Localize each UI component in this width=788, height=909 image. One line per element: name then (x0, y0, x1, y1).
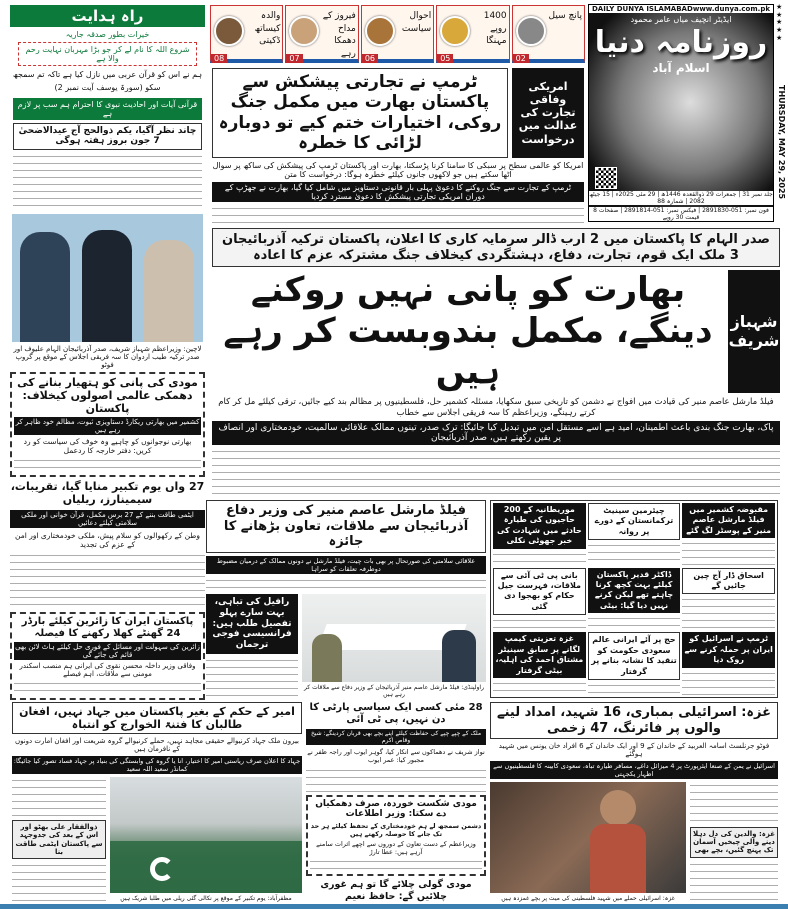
iran-border-sub: وفاقی وزیر داخلہ محسن نقوی کی ایرانی ہم منصب اسکندر مومنی سے ملاقات، اہم فیصلے (19, 662, 196, 678)
teaser-page-number: 02 (513, 54, 529, 63)
masthead-city: اسلام آباد (652, 61, 710, 75)
info-minister-headline: مودی شکست خوردہ، صرف دھمکیاں دے سکتا: وزیر اطلاعات (315, 798, 477, 820)
brief-body (588, 615, 681, 630)
rally-photo (110, 777, 302, 893)
lead-speaker: شہباز شریف (728, 270, 780, 392)
gaza-box: غزہ: والدین کی دل دہلا دینے والی چیخیں آسمان تک پہنچ گئیں، بچے بھی (690, 827, 778, 858)
pti-sub: نواز شریف نے دھماکوں سے انکار کیا، گوہر ایوب اور راجہ ظفر نے مجبور کیا: عمر ایوب (307, 748, 485, 764)
guidance-title: راہ ہدایت (10, 5, 205, 27)
field-marshal-bar: علاقائی سلامتی کی صورتحال پر بھی بات چیت، فیلڈ مارشل نے دونوں ممالک کے درمیان مضبوط دوطرفہ تعلقات کو سراہا (206, 556, 486, 574)
water-headline: مودی کی پانی کو ہتھیار بنانے کی دھمکی عالمی اصولوں کیخلاف: پاکستان (17, 375, 198, 415)
teaser-page-05[interactable] (436, 5, 509, 63)
teaser-photo (214, 16, 244, 46)
teaser-strip (210, 5, 585, 63)
water-story (10, 372, 205, 478)
brief-item (588, 568, 681, 631)
taliban-body (12, 777, 106, 817)
stars: ★★★★★ (776, 3, 783, 42)
masthead-english-title: DAILY DUNYA ISLAMABAD (592, 5, 693, 13)
trump-story (212, 68, 584, 224)
brief-headline: حج پر آئے ایرانی عالم سعودی حکومت کو تنقید کا نشانہ بنانے پر گرفتار (588, 632, 681, 680)
brief-headline: ٹرمپ نے اسرائیل کو ایران پر حملہ کرنے سے روک دیا (682, 632, 775, 667)
brief-headline: بانی پی ٹی آئی سے ملاقات، فہرست جیل حکام کو بھجوا دی گئی (493, 568, 586, 616)
pti-bar: ملک کے چپے چپے کی حفاظت کیلئے اپنے بچے بھی قربان کردینگے: شیخ وقاص اکرم (306, 729, 486, 745)
brief-body (588, 542, 681, 565)
leaders-photo (12, 214, 203, 342)
teaser-label: والدہ کیساتھ ڈکیتی (254, 11, 281, 47)
brief-headline: اسحاق ڈار آج چین جائیں گے (682, 568, 775, 595)
field-marshal-headline: فیلڈ مارشل عاصم منیر کی وزیر دفاع آذربائیجان سے ملاقات، تعاون بڑھانے کا جائزہ (206, 500, 486, 553)
water-bar: کشمیر میں بھارتی ریکارڈ دستاویزی ثبوت، مظالم خود ظاہر کر رہے ہیں (15, 418, 200, 435)
water-sub: بھارتی نوجوانوں کو چاہیے وہ خوف کی سیاست کو رد کریں: دفتر خارجہ کا ردعمل (23, 437, 192, 456)
masthead-logo: روزنامہ دنیا (594, 25, 768, 60)
brief-body (588, 682, 681, 695)
brief-item (493, 503, 586, 566)
briefs-grid (490, 500, 778, 698)
banner-headline: صدر الہام کا پاکستان میں 2 ارب ڈالر سرمایہ کاری کا اعلان، پاکستان ترکیہ آذربائیجان 3 ملک ایک قوم، تجارت، دفاع، دہشتگردی کیخلاف جنگ مشترکہ عزم کا اعادہ (212, 228, 780, 267)
lead-body (212, 448, 780, 496)
brief-body (493, 551, 586, 566)
brief-body (682, 670, 775, 696)
brief-headline: غزہ تعزیتی کیمپ لگانے پر سابق سینیٹر مشتاق احمد کی اہلیہ، بیٹی گرفتار (493, 632, 586, 678)
rafale-body (206, 657, 298, 698)
masthead-issue-line: جلد نمبر 31 | جمعرات 29 ذوالقعدہ 1446ھ | 29 مئی 2025ء | 15 جیٹھ 2082 | شمارہ 88 (589, 191, 773, 205)
date-english: THURSDAY, MAY 29, 2025 (777, 85, 786, 200)
pti-body (306, 767, 486, 792)
brief-item (493, 632, 586, 695)
iran-border-story (10, 612, 205, 700)
taliban-sub: بیرون ملک جہاد کرنیوالے حقیقی مجاہد نہیں، حملے کرنیوالے گروہ شریعت اور افغان امارت دونوں کے نافرمان ہیں (14, 737, 300, 754)
masthead-editor: ایڈیٹر انچیف میاں عامر محمود (630, 15, 732, 24)
teaser-page-08[interactable] (210, 5, 283, 63)
masthead (588, 4, 774, 222)
pti-headline: 28 مئی کسی ایک سیاسی پارٹی کا دن نہیں، پی ٹی آئی (309, 702, 483, 725)
trump-headline: ٹرمپ نے تجارتی پیشکش سے پاکستان بھارت میں مکمل جنگ روکی، اختیارات ختم کیے تو دوبارہ لڑائی کا خطرہ (212, 68, 508, 158)
teaser-page-number: 05 (437, 54, 453, 63)
trump-sub: امریکا کو عالمی سطح پر سبکی کا سامنا کرنا پڑسکتا، بھارت اور پاکستان ٹرمپ کی پیشکش کی ساکھ پر سوال اٹھا سکتے ہیں جو لاکھوں جانوں کیلئے خطرہ ہوگا: درخواست کا متن (212, 160, 584, 179)
trump-tag: امریکی وفاقی تجارت کی عدالت میں درخواست (512, 68, 584, 158)
teaser-photo (440, 16, 470, 46)
teaser-page-number: 08 (211, 54, 227, 63)
pti-story (306, 702, 486, 902)
teaser-photo (516, 16, 546, 46)
gaza-bar: اسرائیل نے یمن کے صنعا ایئرپورٹ پر 4 میزائل داغے، مسافر طیارہ تباہ، سعودی کابینہ کا فلسطینیوں سے اظہار یکجہتی (490, 761, 778, 779)
left-column (10, 5, 205, 700)
brief-body (493, 680, 586, 695)
info-minister-body (310, 858, 482, 872)
bhutto-box: ذوالفقار علی بھٹو اور اس کے بعد کی جدوجہد سے پاکستان ایٹمی طاقت بنا (12, 820, 106, 860)
lead-bar: پاک، بھارت جنگ بندی باعث اطمینان، امید ہے اسے مستقل امن میں تبدیل کیا جائیگا: ترک صدر، تینوں ممالک علاقائی سالمیت، خودمختاری اور انصاف پر یقین رکھتے ہیں، صدر آذربائیجان (212, 421, 780, 445)
teaser-page-07[interactable] (285, 5, 358, 63)
iran-border-bar: زائرین کی سہولت اور مسائل کے فوری حل کیلئے ہاٹ لائن بھی قائم کی جائے گی (15, 643, 200, 659)
guidance-verse-box: شروع اللہ کا نام لے کر جو بڑا مہربان نہایت رحم والا ہے (18, 42, 197, 66)
gaza-sub: فوٹو جرنلسٹ اسامہ العربید کے خاندان کے 9 اور ایک خاندان کے 6 افراد خان یونس میں شہید ہوگئے (498, 742, 770, 759)
iran-border-headline: پاکستان ایران کا زائرین کیلئے بارڈر 24 گھنٹے کھلا رکھنے کا فیصلہ (21, 616, 194, 639)
teaser-page-06[interactable] (361, 5, 434, 63)
teaser-photo (365, 16, 395, 46)
teaser-page-number: 07 (286, 54, 302, 63)
page-bottom-edge (0, 904, 788, 909)
bhutto-body (12, 862, 106, 902)
guidance-subtitle: خیرات بطور صدقہ جاریہ (65, 30, 150, 39)
brief-headline: ڈاکٹر قدیر پاکستان کیلئے بہت کچھ کرنا چاہتے تھے لیکن کرنے نہیں دیا گیا: بیٹی (588, 568, 681, 614)
takbeer-body (10, 552, 205, 609)
masthead-phone-line: فون نمبر: 051-2891830 | فیکس نمبر: 051-2891814 | صفحات 8 قیمت 30 روپے (589, 207, 773, 221)
gaza-box-body (690, 861, 778, 902)
brief-item (588, 632, 681, 695)
hafiz-headline: مودی گولی چلائے گا تو ہم غوری چلائیں گے: حافظ نعیم (320, 879, 472, 902)
moon-headline: چاند نظر آگیا، یکم ذوالحج آج عیدالاضحیٰ 7 جون بروز ہفتہ ہوگی (13, 123, 202, 151)
field-marshal-story (206, 500, 486, 698)
guidance-notice: قرآنی آیات اور احادیث نبوی کا احترام ہم سب پر لازم ہے (13, 98, 202, 120)
taliban-story (12, 702, 302, 902)
lead-story (212, 228, 780, 496)
leaders-photo-caption: لاچین: وزیراعظم شہباز شریف، صدر آذربائیجان الہام علیوف اور صدر ترکیہ طیب اردوان کا سہ فریقی اجلاس کے موقع پر گروپ فوٹو (13, 344, 202, 369)
teaser-page-number: 06 (362, 54, 378, 63)
masthead-website: www.dunya.com.pk (692, 5, 770, 13)
rafale-headline: رافیل کی تباہی، بہت سارے پہلو تفصیل طلب ہیں: فرانسیسی فوجی ترجمان (206, 594, 298, 654)
teaser-page-02[interactable] (512, 5, 585, 63)
gaza-body (690, 782, 778, 823)
takbeer-bar: ایٹمی طاقت بننے کے 27 برس مکمل، قرآن خوانی اور ملکی سلامتی کیلئے دعائیں (10, 510, 205, 528)
info-minister-story (306, 795, 486, 877)
lead-sub: فیلڈ مارشل عاصم منیر کی قیادت میں افواج نے دشمن کو تاریخی سبق سکھایا، مسئلہ کشمیر حل، فلسطینیوں پر مظالم بند کیے جائیں، ترقی کیلئے مل کر کام کرتے رہینگے، وزیراعظم کا سہ فریقی اجلاس سے خطاب (218, 396, 774, 418)
gaza-photo (490, 782, 686, 893)
gaza-story (490, 702, 778, 902)
taliban-bar: جہاد کا اعلان صرف ریاستی امیر کا اختیار، انا یا گروہ کی وابستگی کی بنیاد پر جہاد فساد تصور کیا جائیگا: کمانڈر سعید اللہ سعید (13, 757, 301, 774)
trump-bar: ٹرمپ کے تجارت سے جنگ روکنے کا دعویٰ پہلی بار قانونی دستاویز میں شامل کیا گیا، بھارت نے جھڑپ کے دوران امریکی تجارتی پیشکش کا دعویٰ مسترد کردیا (212, 182, 584, 202)
brief-body (682, 540, 775, 565)
guidance-verse: ہم نے اس کو قرآن عربی میں نازل کیا ہے تاکہ تم سمجھ سکو (سورۃ یوسف آیت نمبر 2) (12, 70, 203, 92)
teaser-label: پانچ سیل (548, 11, 583, 21)
lead-headline: بھارت کو پانی نہیں روکنے دینگے، مکمل بندوبست کر رہے ہیں (223, 270, 713, 392)
water-body (14, 457, 201, 473)
teaser-photo (289, 16, 319, 46)
brief-item (588, 503, 681, 566)
takbeer-headline: 27 واں یوم تکبیر منایا گیا، تقریبات، سیمینارز، ریلیاں (10, 480, 205, 507)
info-minister-sub: دشمن سمجھ لے ہم خودمختاری کے تحفظ کیلئے ہر حد تک جانے کا حوصلہ رکھتے ہیں (310, 822, 482, 839)
field-marshal-photo-caption: راولپنڈی: فیلڈ مارشل عاصم منیر آذربائیجان کے وزیر دفاع سے ملاقات کر رہے ہیں (304, 684, 484, 698)
brief-item (682, 503, 775, 566)
info-minister-sub2: وزیراعظم کے دست تعاون کے دوروں سے اچھے اثرات سامنے آرہے ہیں: عطا تارڑ (316, 840, 476, 857)
gaza-headline: غزہ: اسرائیلی بمباری، 16 شہید، امداد لینے والوں پر فائرنگ، 47 زخمی (490, 702, 778, 739)
brief-headline: مقبوضہ کشمیر میں فیلڈ مارشل عاصم منیر کے پوسٹر لگ گئے (682, 503, 775, 538)
brief-body (493, 617, 586, 630)
field-marshal-body (206, 577, 486, 591)
brief-item (682, 568, 775, 631)
taliban-headline: امیر کے حکم کے بغیر پاکستان میں جہاد نہیں، افغان طالبان کا فتنۃ الخوارج کو انتباہ (12, 702, 302, 734)
teaser-label: احوال سیاست (401, 11, 432, 34)
teaser-label: 1400 روپے مہنگا (483, 11, 507, 47)
iran-border-body (14, 680, 201, 696)
brief-headline: موریطانیہ کے 200 حاجیوں کی طیارہ حادثے میں شہادت کی خبر جھوٹی نکلی (493, 503, 586, 549)
takbeer-sub: وطن کے رکھوالوں کو سلام پیش، ملکی خودمختاری اور امن کے عزم کی تجدید (15, 530, 200, 549)
rally-photo-caption: مظفرآباد: یوم تکبیر کے موقع پر نکالی گئی ریلی میں طلبا شریک ہیں (120, 895, 292, 902)
brief-body (682, 596, 775, 630)
trump-body (212, 205, 584, 224)
qr-code-icon (595, 167, 617, 189)
field-marshal-photo (302, 594, 486, 682)
brief-item (682, 632, 775, 695)
brief-item (493, 568, 586, 631)
brief-headline: چیئرمین سینیٹ ترکمانستان کے دورے پر روانہ (588, 503, 681, 540)
gaza-photo-caption: غزہ: اسرائیلی حملے میں شہید فلسطینی کی میت پر بچے غمزدہ ہیں (501, 895, 675, 902)
teaser-label: فیروز کے مداح دھمکا رہے (322, 11, 356, 59)
moon-body (13, 153, 202, 210)
